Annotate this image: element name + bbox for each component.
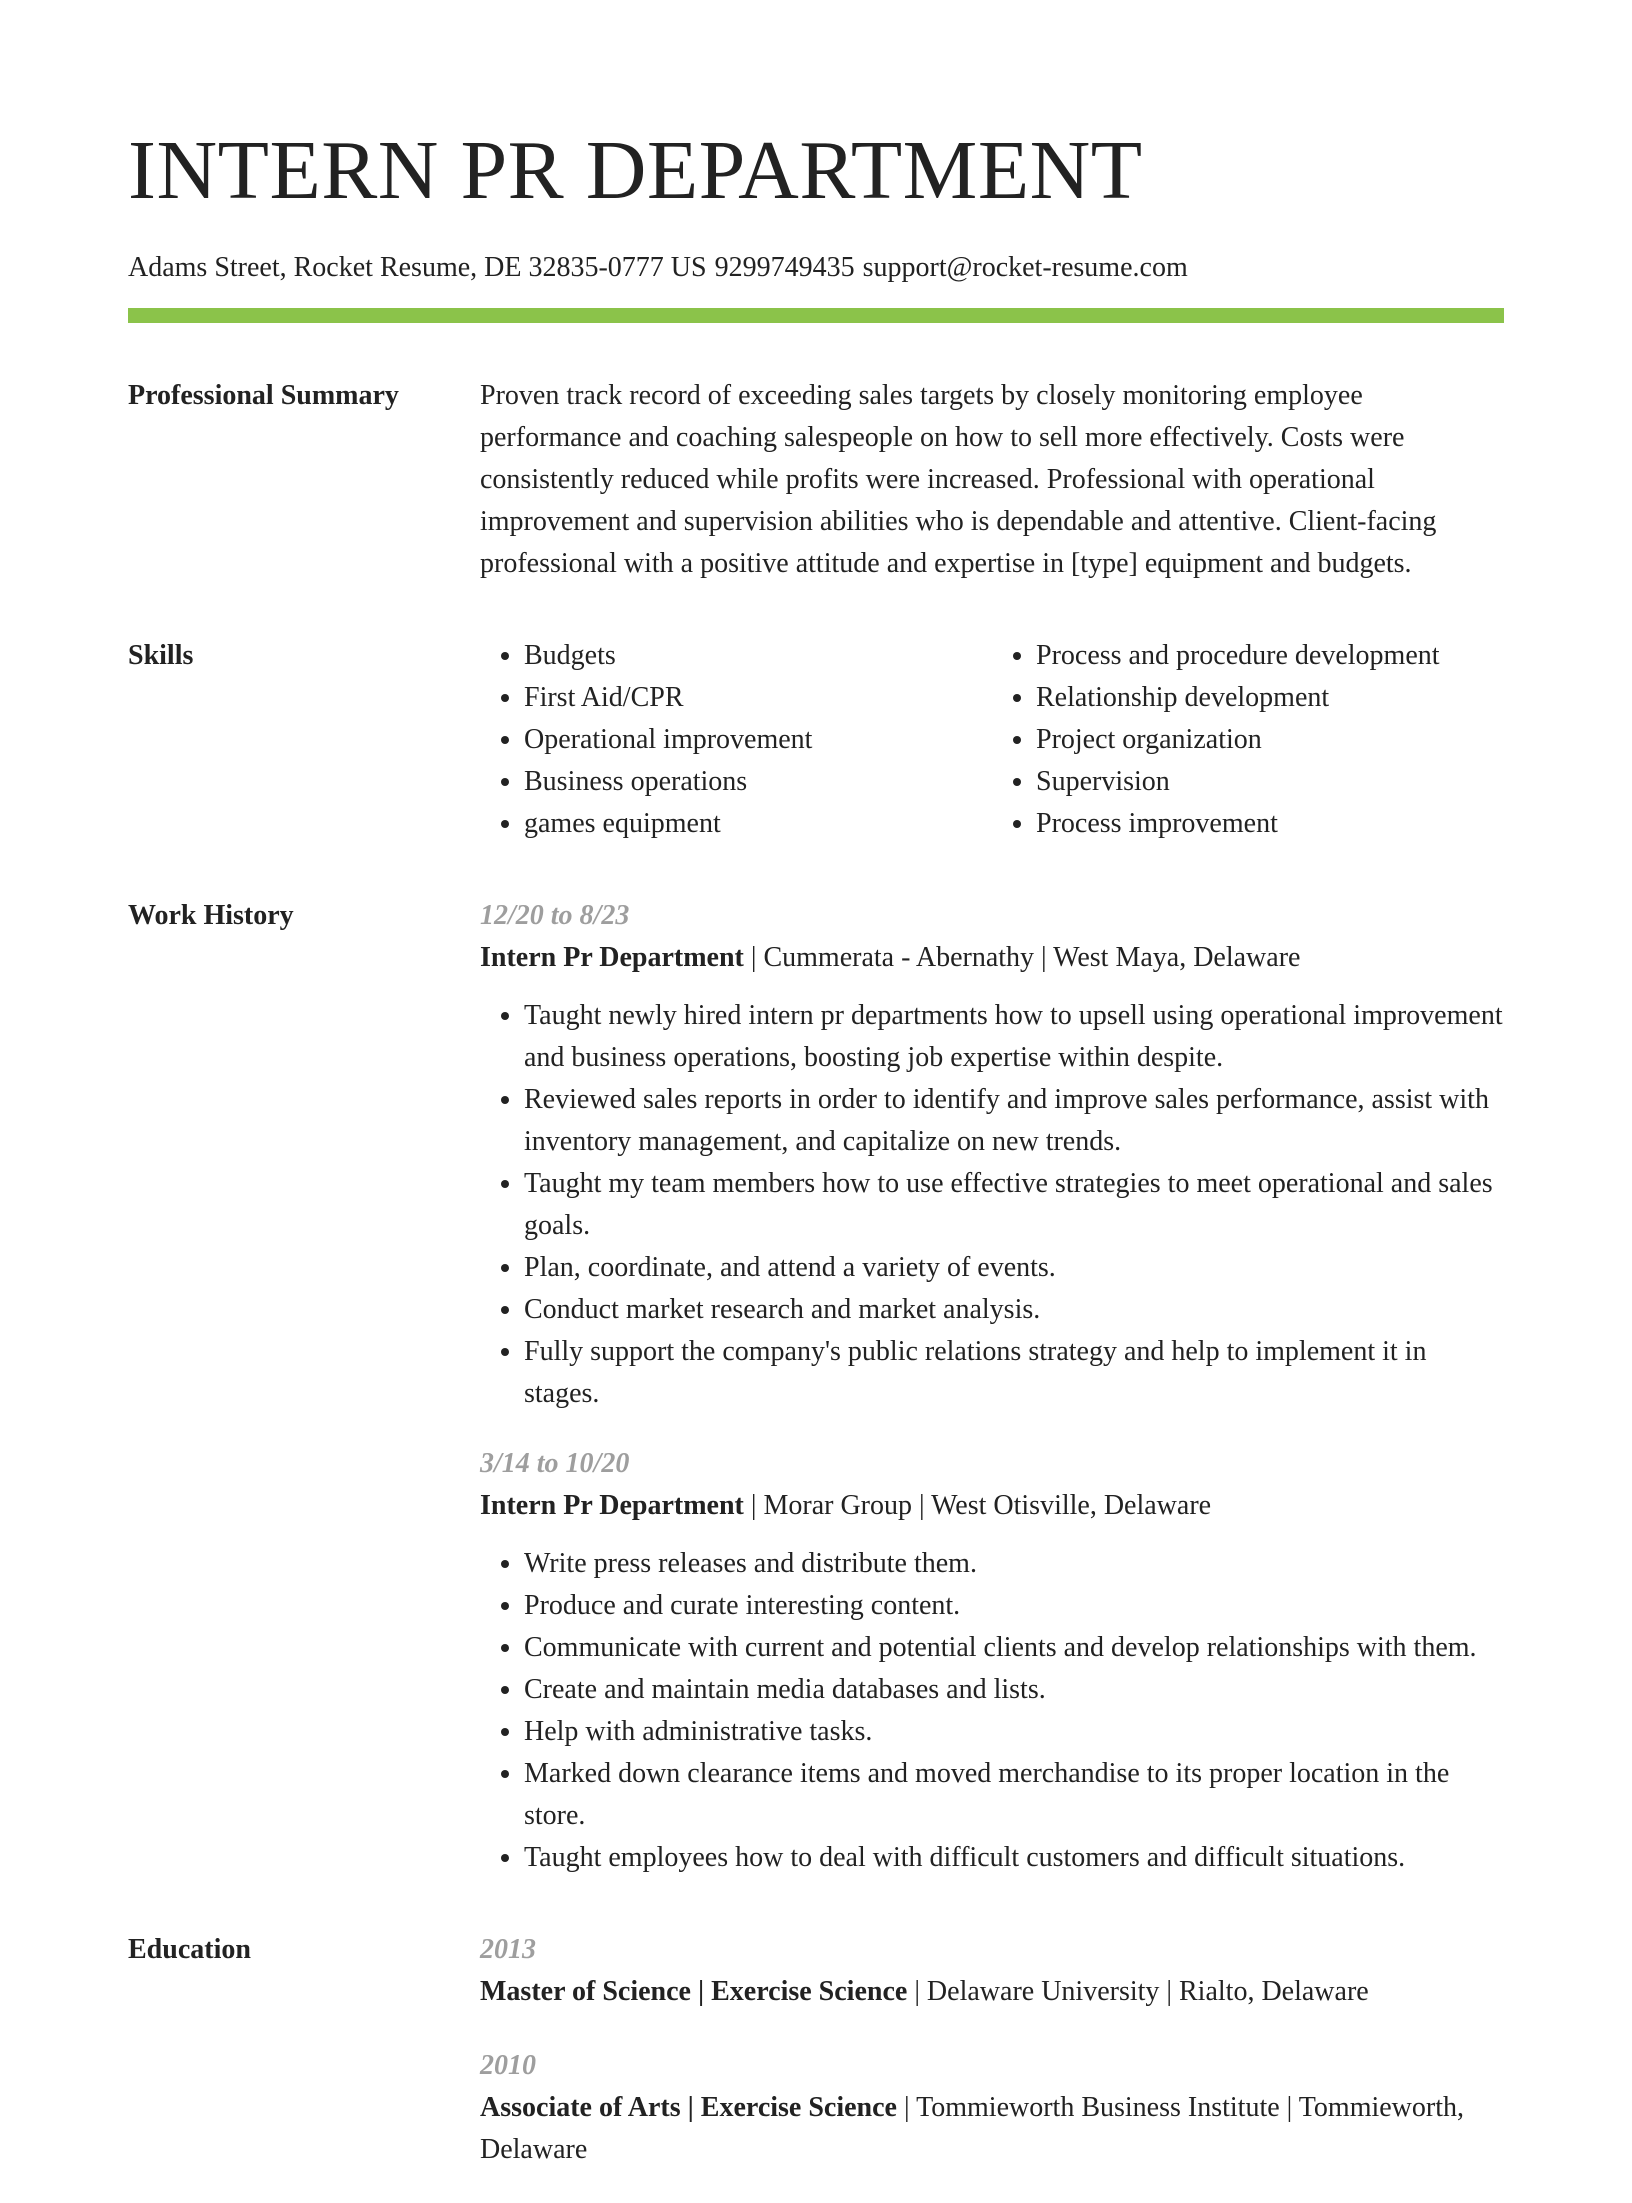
skills-heading: Skills	[128, 640, 194, 671]
job-entry	[480, 895, 1504, 1415]
job-entry	[480, 1443, 1504, 1879]
job-bullet: • Taught newly hired intern pr departments how to upsell using operational improvement and business operations, boosting job expertise within despite.	[524, 995, 1504, 1079]
job-role: Intern Pr Department	[480, 942, 744, 973]
education-section	[128, 1929, 1504, 2203]
job-bullet: • Produce and curate interesting content.	[524, 1585, 1504, 1627]
job-bullet: • Fully support the company's public relations strategy and help to implement it in stages.	[524, 1331, 1504, 1415]
job-bullets	[480, 1543, 1504, 1879]
summary-heading: Professional Summary	[128, 380, 399, 411]
job-dates: 3/14 to 10/20	[480, 1448, 630, 1479]
skill-item: • Project organization	[1036, 719, 1504, 761]
resume-page	[128, 0, 1504, 2203]
job-bullet: • Reviewed sales reports in order to identify and improve sales performance, assist with inventory management, and capitalize on new trends.	[524, 1079, 1504, 1163]
job-bullet: • Conduct market research and market analysis.	[524, 1289, 1504, 1331]
job-bullet: • Plan, coordinate, and attend a variety of events.	[524, 1247, 1504, 1289]
skills-section	[128, 635, 1504, 845]
summary-text: Proven track record of exceeding sales targets by closely monitoring employee performance and coaching salespeople on how to sell more effectively. Costs were consistently reduced while profits were increased. Professional with operational improvement and supervision abilities who is dependable and attentive. Client-facing professional with a positive attitude and expertise in [type] equipment and budgets.	[480, 380, 1437, 579]
contact-line	[128, 250, 1504, 286]
job-role: Intern Pr Department	[480, 1490, 744, 1521]
skills-list-right	[992, 635, 1504, 845]
job-details: | Cummerata - Abernathy | West Maya, Delaware	[743, 942, 1301, 973]
education-year: 2013	[480, 1934, 536, 1965]
education-entry	[480, 2045, 1504, 2171]
job-bullets	[480, 995, 1504, 1415]
job-title-line	[480, 937, 1504, 979]
contact-address: Adams Street, Rocket Resume, DE 32835-0777 US	[128, 252, 707, 283]
education-details: | Delaware University | Rialto, Delaware	[907, 1976, 1369, 2007]
education-entry	[480, 1929, 1504, 2013]
job-bullet: • Taught employees how to deal with difficult customers and difficult situations.	[524, 1837, 1504, 1879]
job-bullet: • Help with administrative tasks.	[524, 1711, 1504, 1753]
job-title-line	[480, 1485, 1504, 1527]
job-bullet: • Marked down clearance items and moved merchandise to its proper location in the store.	[524, 1753, 1504, 1837]
education-year: 2010	[480, 2050, 536, 2081]
education-title-line	[480, 2087, 1504, 2171]
skill-item: • Process and procedure development	[1036, 635, 1504, 677]
education-details: | Tommieworth Business Institute | Tommieworth, Delaware	[480, 2092, 1464, 2165]
contact-email: support@rocket-resume.com	[862, 252, 1188, 283]
work-history-heading: Work History	[128, 900, 294, 931]
job-bullet: • Create and maintain media databases and lists.	[524, 1669, 1504, 1711]
accent-divider	[128, 308, 1504, 323]
skill-item: • Process improvement	[1036, 803, 1504, 845]
summary-section	[128, 375, 1504, 585]
skill-item: • First Aid/CPR	[524, 677, 992, 719]
education-degree: Master of Science | Exercise Science	[480, 1976, 908, 2007]
resume-name: INTERN PR DEPARTMENT	[128, 124, 1143, 217]
education-heading: Education	[128, 1934, 251, 1965]
skill-item: • Budgets	[524, 635, 992, 677]
work-history-section	[128, 895, 1504, 1879]
job-bullet: • Communicate with current and potential clients and develop relationships with them.	[524, 1627, 1504, 1669]
job-bullet: • Write press releases and distribute them.	[524, 1543, 1504, 1585]
skill-item: • Relationship development	[1036, 677, 1504, 719]
education-title-line	[480, 1971, 1504, 2013]
skill-item: • Business operations	[524, 761, 992, 803]
skill-item: • Operational improvement	[524, 719, 992, 761]
skill-item: • Supervision	[1036, 761, 1504, 803]
job-details: | Morar Group | West Otisville, Delaware	[743, 1490, 1212, 1521]
contact-phone: 9299749435	[714, 252, 855, 283]
skills-list-left	[480, 635, 992, 845]
skill-item: • games equipment	[524, 803, 992, 845]
education-degree: Associate of Arts | Exercise Science	[480, 2092, 897, 2123]
job-bullet: • Taught my team members how to use effective strategies to meet operational and sales goals.	[524, 1163, 1504, 1247]
job-dates: 12/20 to 8/23	[480, 900, 630, 931]
